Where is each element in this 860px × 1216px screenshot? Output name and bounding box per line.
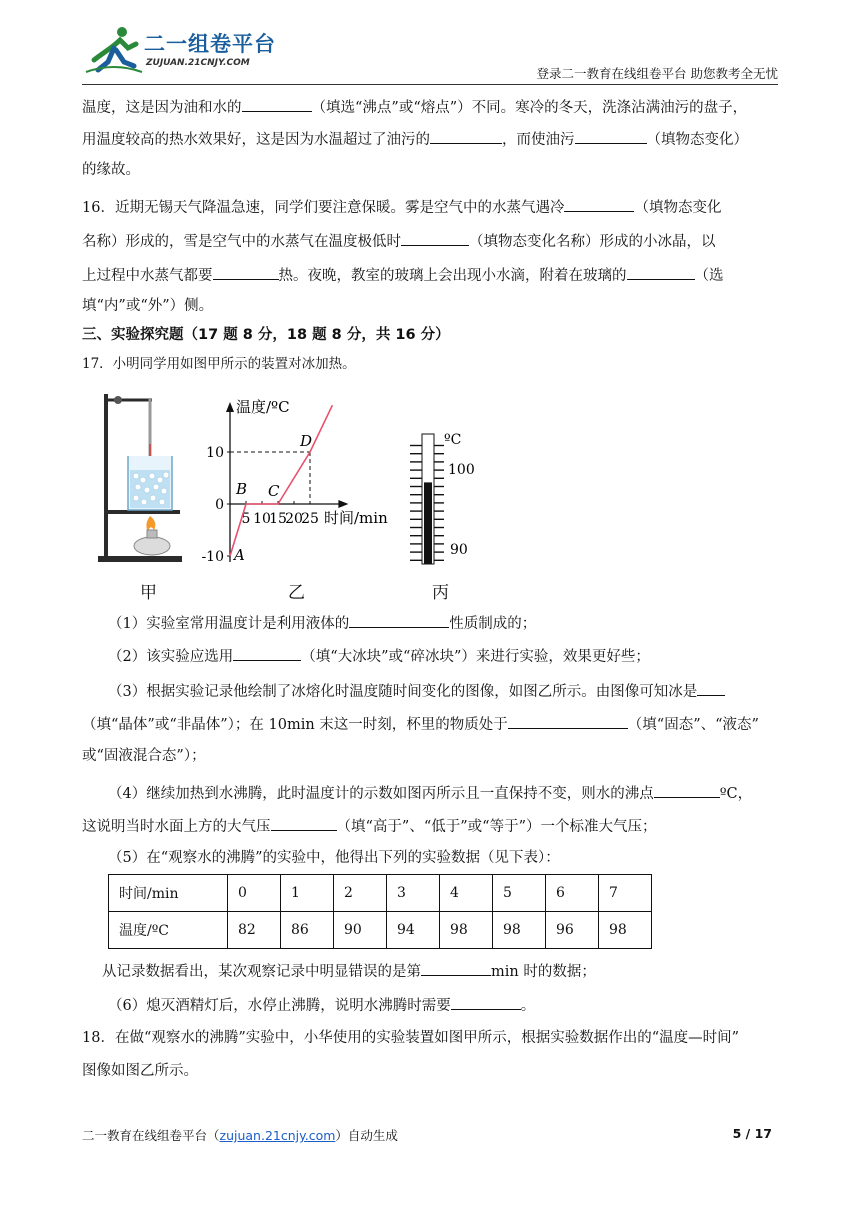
section-title: 三、实验探究题（17 题 8 分，18 题 8 分，共 16 分） xyxy=(82,327,450,343)
chart-y-tick-label: 0 xyxy=(215,497,224,513)
answer-blank[interactable] xyxy=(508,713,628,729)
q16-text: 上过程中水蒸气都要 xyxy=(82,268,213,284)
thermometer-liquid-column xyxy=(424,482,432,564)
q15-text: ，而使油污 xyxy=(502,132,575,148)
q16-text: 名称）形成的，雪是空气中的水蒸气在温度极低时 xyxy=(82,234,401,250)
q17-text: （2）该实验应选用 xyxy=(108,649,234,665)
q18-line-1: 18．在做“观察水的沸腾”实验中，小华使用的实验装置如图甲所示，根据实验数据作出的“温度—时间” xyxy=(82,1030,740,1046)
answer-blank[interactable] xyxy=(242,96,312,112)
q17-text: 从记录数据看出，某次观察记录中明显错误的是第 xyxy=(102,964,421,980)
q16-line-2 xyxy=(82,230,782,252)
q17-intro: 17．小明同学用如图甲所示的装置对冰加热。 xyxy=(82,356,356,372)
table-cell: 98 xyxy=(599,912,652,949)
q17-text: ºC， xyxy=(719,786,753,802)
q15-text: 用温度较高的热水效果好，这是因为水温超过了油污的 xyxy=(82,132,430,148)
thermometer-label-low: 90 xyxy=(450,542,468,558)
table-cell: 1 xyxy=(281,875,334,912)
answer-blank[interactable] xyxy=(213,264,279,280)
runner-logo-icon xyxy=(84,22,144,78)
q16-text: （选 xyxy=(694,268,724,284)
figure-label-bing: 丙 xyxy=(432,583,449,603)
thermometer-label-high: 100 xyxy=(448,462,475,478)
figure-label-yi: 乙 xyxy=(288,583,305,603)
q17-text: （填“晶体”或“非晶体”）；在 10min 末这一时刻，杯里的物质处于 xyxy=(82,717,508,733)
q17-sub-2 xyxy=(108,645,808,667)
table-cell: 3 xyxy=(387,875,440,912)
q15-text: （填选“沸点”或“熔点”）不同。寒冷的冬天，洗涤沾满油污的盘子， xyxy=(311,100,748,116)
footer-text: 二一教育在线组卷平台（ xyxy=(82,1128,220,1143)
q17-sub-4-line-2 xyxy=(82,815,782,837)
y-axis-arrow-icon xyxy=(226,402,234,412)
q16-text: 16．近期无锡天气降温急速，同学们要注意保暖。雾是空气中的水蒸气遇冷 xyxy=(82,200,565,216)
q16-line-1 xyxy=(82,196,782,218)
q17-sub-6 xyxy=(108,994,808,1016)
q15-line-2 xyxy=(82,128,782,150)
table-cell: 0 xyxy=(228,875,281,912)
q17-text: 性质制成的； xyxy=(449,616,537,632)
answer-blank[interactable] xyxy=(430,128,502,144)
q17-text: （填“固态”、“液态” xyxy=(627,717,759,733)
answer-blank[interactable] xyxy=(697,680,725,696)
table-header-cell: 温度/ºC xyxy=(109,912,228,949)
q16-text: （填物态变化名称）形成的小冰晶，以 xyxy=(469,234,716,250)
header-divider xyxy=(82,84,778,85)
answer-blank[interactable] xyxy=(575,128,647,144)
chart-ylabel: 温度/ºC xyxy=(236,398,290,416)
footer-source xyxy=(82,1126,398,1144)
q17-text: 。 xyxy=(520,998,536,1014)
heating-apparatus-figure xyxy=(96,384,186,570)
answer-blank[interactable] xyxy=(451,994,521,1010)
q16-text: 热。夜晚，教室的玻璃上会出现小水滴，附着在玻璃的 xyxy=(278,268,627,284)
q17-text: （填“大冰块”或“碎冰块”）来进行实验，效果更好些； xyxy=(301,649,650,665)
x-axis-arrow-icon xyxy=(338,500,348,508)
chart-x-tick-label: 5 xyxy=(241,511,251,527)
q17-sub-5-followup xyxy=(102,960,802,982)
chart-y-tick-label: -10 xyxy=(201,549,224,565)
answer-blank[interactable] xyxy=(564,196,634,212)
q17-sub-5: （5）在“观察水的沸腾”的实验中，他得出下列的实验数据（见下表）： xyxy=(108,850,560,866)
answer-blank[interactable] xyxy=(654,782,720,798)
chart-x-tick-label: 15 xyxy=(269,511,287,527)
figure-label-jia: 甲 xyxy=(140,583,157,603)
answer-blank[interactable] xyxy=(421,960,491,976)
logo-text: 二一组卷平台 xyxy=(144,32,276,56)
answer-blank[interactable] xyxy=(233,645,301,661)
chart-y-tick-label: 10 xyxy=(206,445,224,461)
header-slogan: 登录二一教育在线组卷平台 助您教考全无忧 xyxy=(536,66,778,81)
answer-blank[interactable] xyxy=(401,230,469,246)
q17-text: （6）熄灭酒精灯后，水停止沸腾，说明水沸腾时需要 xyxy=(108,998,451,1014)
table-cell: 82 xyxy=(228,912,281,949)
chart-x-tick-label: 20 xyxy=(285,511,303,527)
table-cell: 2 xyxy=(334,875,387,912)
thermometer-unit: ºC xyxy=(444,432,462,448)
q15-text: 温度，这是因为油和水的 xyxy=(82,100,242,116)
q17-sub-3-line-1 xyxy=(108,680,808,702)
page-number: 5 / 17 xyxy=(732,1126,772,1141)
q17-sub-1 xyxy=(108,612,808,634)
table-header-cell: 时间/min xyxy=(109,875,228,912)
q17-text: （填“高于”、“低于”或“等于”）一个标准大气压； xyxy=(336,819,657,835)
q17-sub-4-line-1 xyxy=(108,782,808,804)
q17-sub-3-line-2 xyxy=(82,713,782,735)
table-cell: 94 xyxy=(387,912,440,949)
q17-text: （3）根据实验记录他绘制了冰熔化时温度随时间变化的图像，如图乙所示。由图像可知冰是 xyxy=(108,684,698,700)
boiling-data-table xyxy=(108,874,652,949)
platform-logo xyxy=(84,22,284,82)
table-cell: 7 xyxy=(599,875,652,912)
table-cell: 96 xyxy=(546,912,599,949)
q16-text: （填物态变化 xyxy=(634,200,722,216)
answer-blank[interactable] xyxy=(271,815,337,831)
q15-line-1 xyxy=(82,96,782,118)
table-row xyxy=(109,875,652,912)
q15-text: （填物态变化） xyxy=(646,132,748,148)
q17-text: min 时的数据； xyxy=(491,964,596,980)
chart-point-label: B xyxy=(236,480,248,498)
footer-text: ）自动生成 xyxy=(335,1128,398,1143)
q17-text: （4）继续加热到水沸腾，此时温度计的示数如图丙所示且一直保持不变，则水的沸点 xyxy=(108,786,654,802)
q17-text: （1）实验室常用温度计是利用液体的 xyxy=(108,616,350,632)
chart-point-label: D xyxy=(300,432,313,450)
chart-marks xyxy=(230,405,332,564)
footer-link[interactable]: zujuan.21cnjy.com xyxy=(219,1128,336,1143)
table-row xyxy=(109,912,652,949)
chart-point-label: C xyxy=(268,482,280,500)
q15-line-3: 的缘故。 xyxy=(82,162,140,178)
q16-line-4: 填“内”或“外”）侧。 xyxy=(82,298,214,314)
table-cell: 5 xyxy=(493,875,546,912)
answer-blank[interactable] xyxy=(627,264,695,280)
q16-line-3 xyxy=(82,264,782,286)
chart-x-tick-label: 10 xyxy=(253,511,271,527)
chart-x-tick-label: 25 xyxy=(301,511,319,527)
q18-line-2: 图像如图乙所示。 xyxy=(82,1063,198,1079)
table-cell: 86 xyxy=(281,912,334,949)
chart-xlabel: 时间/min xyxy=(324,509,388,527)
melting-curve-chart xyxy=(196,392,396,570)
table-cell: 98 xyxy=(440,912,493,949)
q17-text: 这说明当时水面上方的大气压 xyxy=(82,819,271,835)
table-cell: 90 xyxy=(334,912,387,949)
table-cell: 6 xyxy=(546,875,599,912)
table-cell: 4 xyxy=(440,875,493,912)
logo-subtext: ZUJUAN.21CNJY.COM xyxy=(146,58,250,68)
thermometer-figure xyxy=(404,424,484,570)
chart-point-label: A xyxy=(234,546,245,564)
q17-sub-3-line-3: 或“固液混合态”）； xyxy=(82,748,206,764)
answer-blank[interactable] xyxy=(349,612,449,628)
table-cell: 98 xyxy=(493,912,546,949)
